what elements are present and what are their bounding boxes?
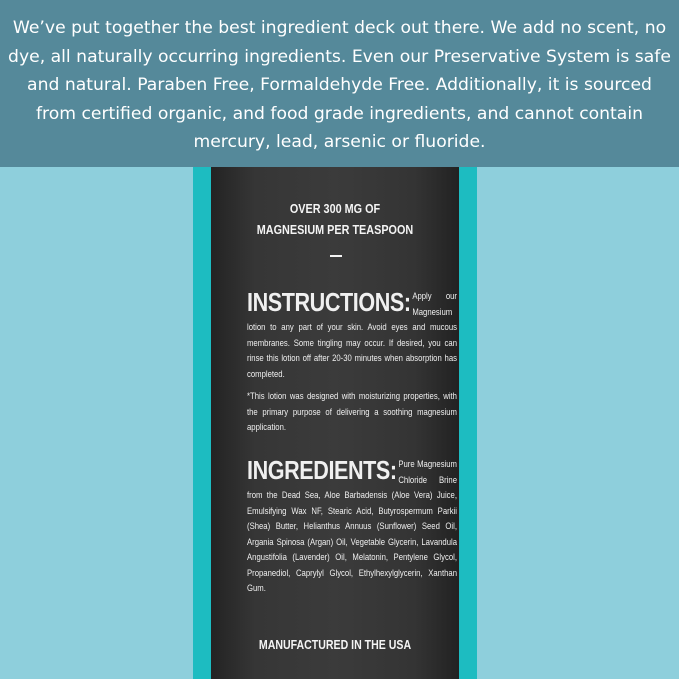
divider-dash xyxy=(330,255,342,257)
instructions-text: Apply our Magnesium lotion to any part of your skin. Avoid eyes and mucous membranes. Some tingling may occur. If desired, you can rinse this lotion off after 20-30 minutes when absorption has completed. xyxy=(247,291,457,379)
ingredients-section xyxy=(247,457,457,597)
bottle-label xyxy=(211,167,459,679)
ingredients-text: Pure Magnesium Chloride Brine from the Dead Sea, Aloe Barbadensis (Aloe Vera) Juice, Emulsifying Wax NF, Stearic Acid, Butyrospermum Parkii (Shea) Butter, Helianthus Annuus (Sunflower) Seed Oil, Argania Spinosa (Argan) Oil, Vegetable Glycerin, Lavandula Angustifolia (Lavender) Oil, Melatonin, Pentylene Glycol, Propanediol, Caprylyl Glycol, Ethylhexylglycerin, Xanthan Gum. xyxy=(247,459,457,593)
made-in-usa: MANUFACTURED IN THE USA xyxy=(258,638,412,652)
banner-text: We’ve put together the best ingredient deck out there. We add no scent, no dye, all naturally occurring ingredients. Even our Preservative System is safe and natural. Paraben Free, Formaldehyde Free. Additionally, it is sourced from certified organic, and food grade ingredients, and cannot contain mercury, lead, arsenic or fluoride. xyxy=(8,18,671,152)
ingredients-heading: INGREDIENTS: xyxy=(247,455,397,485)
claim-line-1: OVER 300 MG OF xyxy=(289,202,381,216)
claim-line-2: MAGNESIUM PER TEASPOON xyxy=(256,223,414,237)
info-banner xyxy=(0,0,679,167)
note-text: *This lotion was designed with moisturizing properties, with the primary purpose of delivering a soothing magnesium application. xyxy=(247,391,457,432)
magnesium-claim xyxy=(228,199,441,241)
moisturizing-note xyxy=(247,389,457,436)
product-bottle-image xyxy=(193,167,477,679)
instructions-section xyxy=(247,289,457,382)
instructions-heading: INSTRUCTIONS: xyxy=(247,287,411,317)
